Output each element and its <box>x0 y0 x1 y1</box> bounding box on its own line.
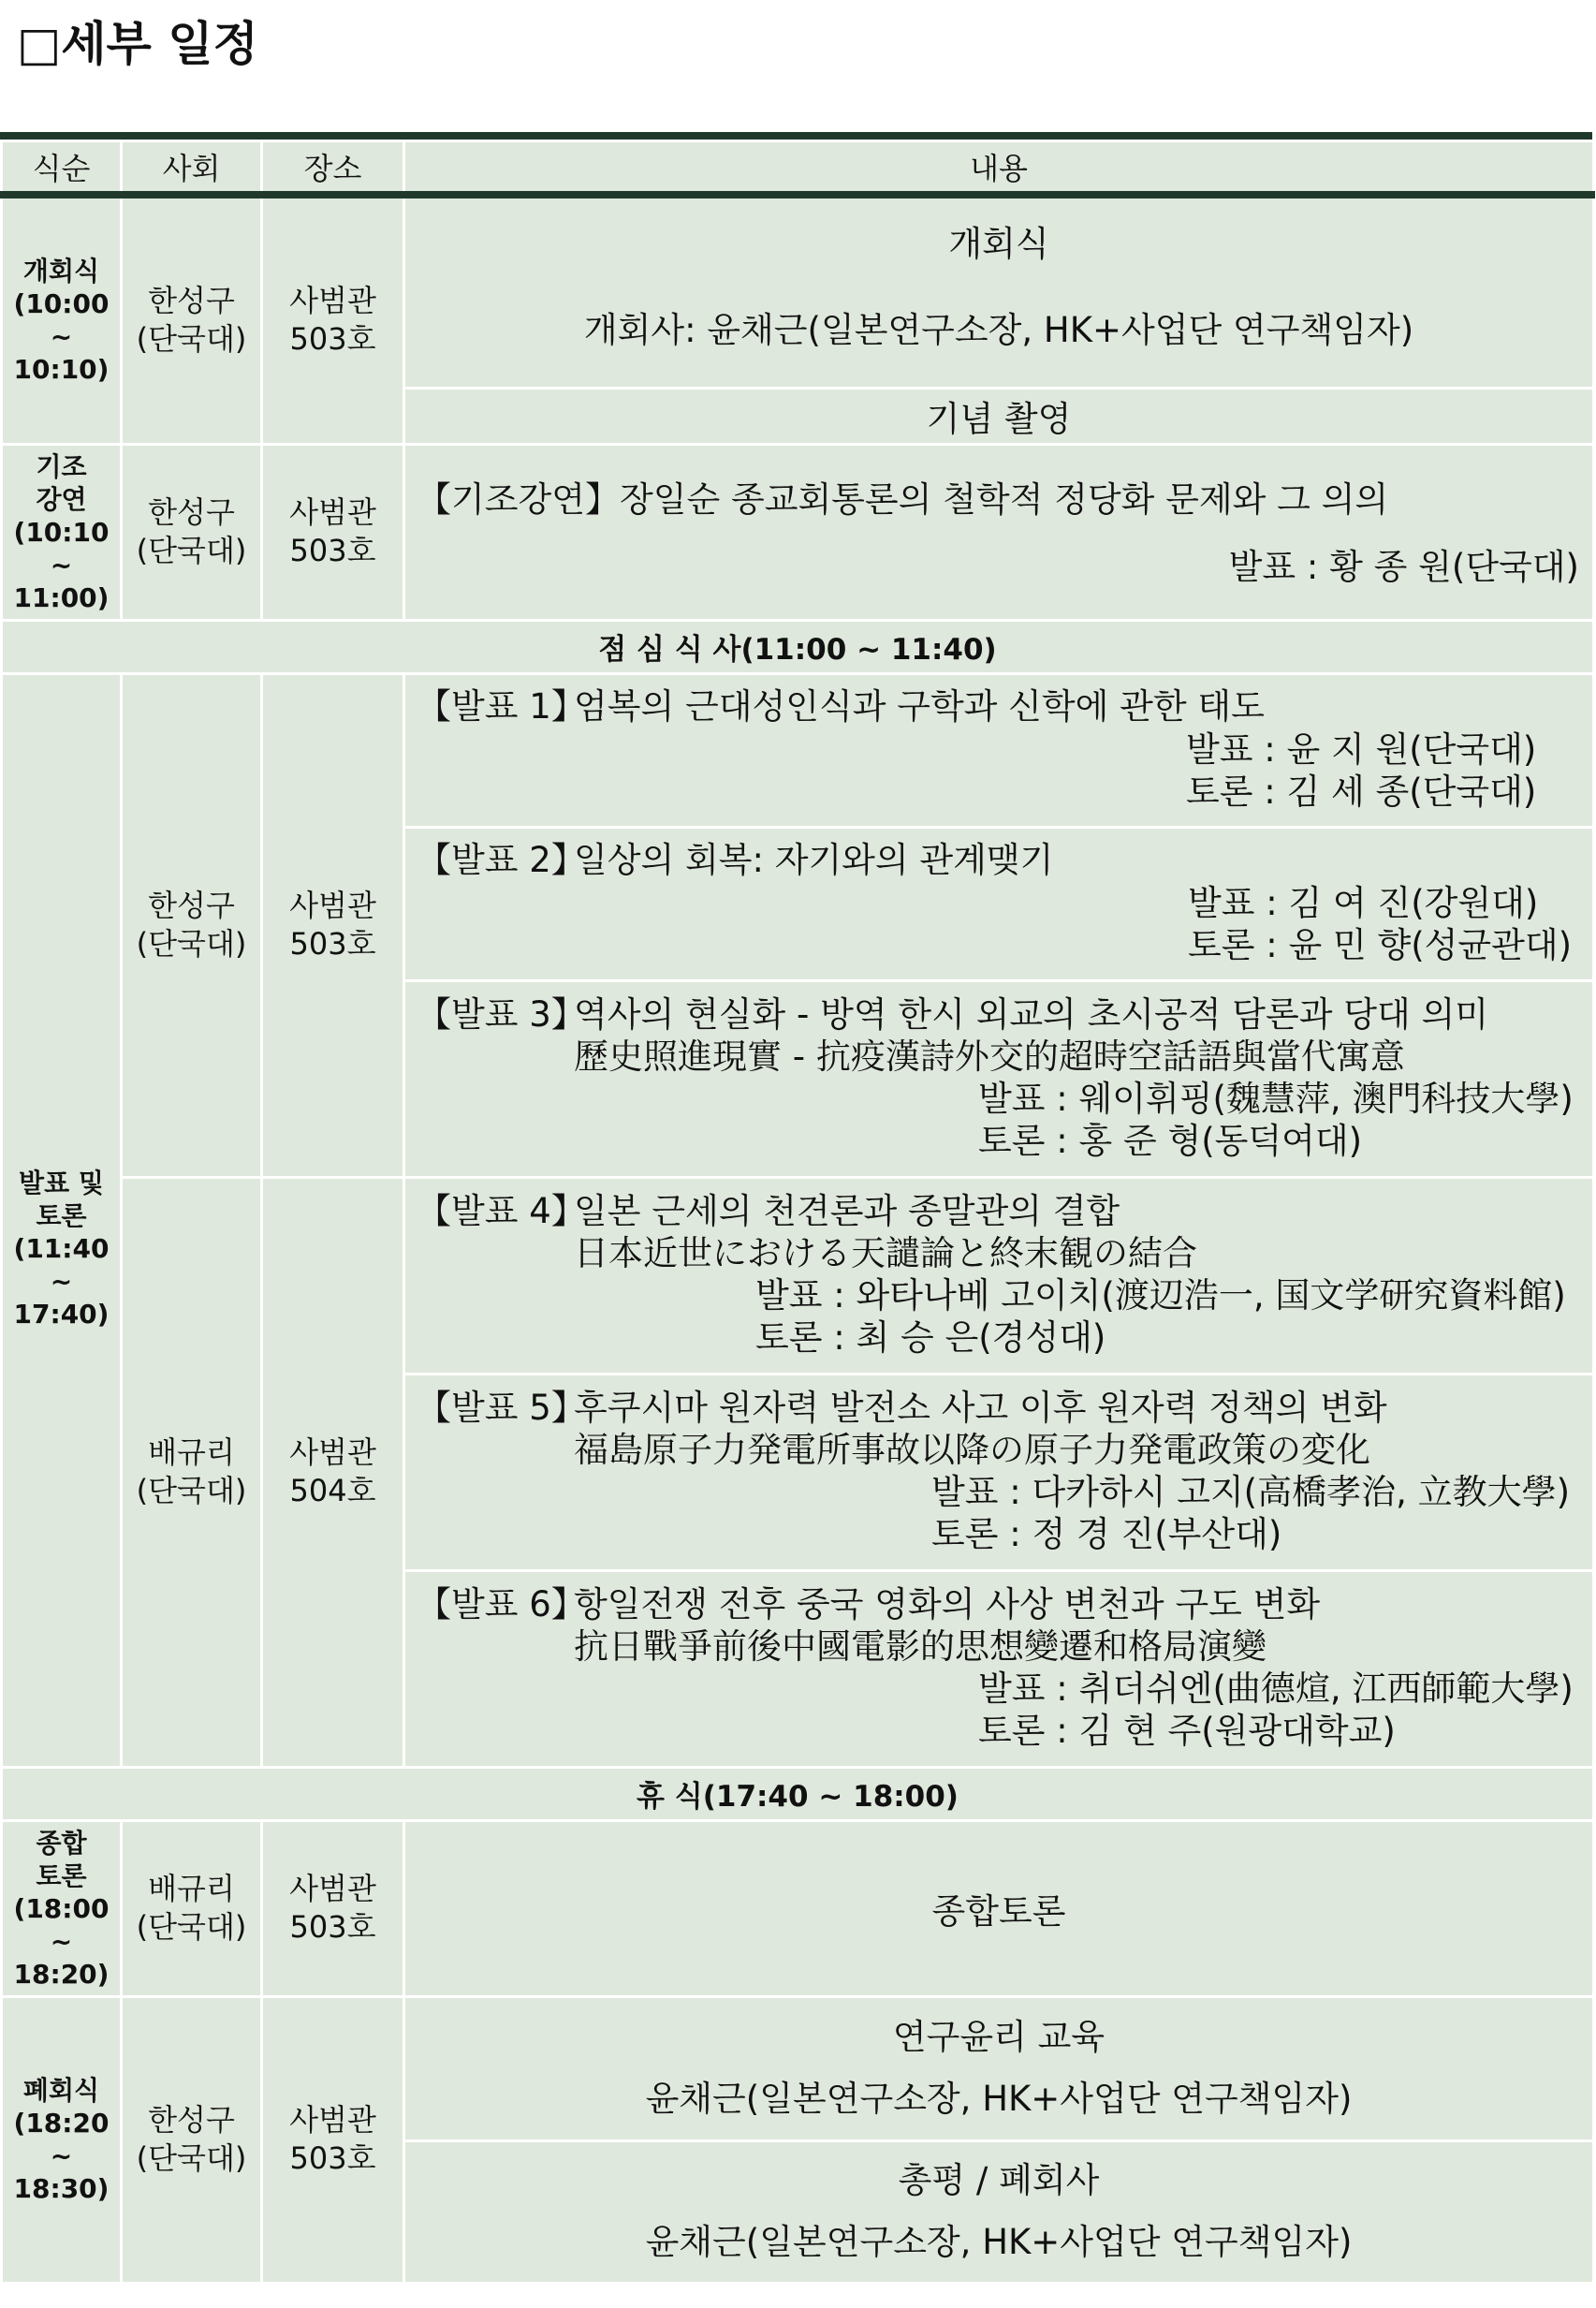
discussant: 토론 : 홍 준 형(동덕여대) <box>978 1121 1363 1161</box>
presenter: 발표 : 웨이휘핑(魏慧萍, 澳門科技大學) <box>978 1079 1574 1119</box>
place-room: 503호 <box>289 1909 376 1945</box>
review-title: 총평 / 폐회사 <box>898 2160 1100 2200</box>
keynote-presenter: 발표 : 황 종 원(단국대) <box>1228 547 1579 587</box>
presentation-title-line <box>417 1190 1579 1233</box>
presentation-credits <box>417 728 1579 813</box>
opening-host-cell <box>122 195 262 444</box>
presentation-label: 【발표 6】 <box>417 1584 586 1624</box>
discussion-row <box>2 1820 1594 1996</box>
opening-title: 개회식 <box>948 224 1049 265</box>
session-host-a-cell <box>122 673 262 1177</box>
closing-order-line: ~ <box>50 2140 73 2171</box>
place-building: 사범관 <box>289 494 376 530</box>
ethics-cell <box>404 1996 1594 2140</box>
host-name: 배규리 <box>148 1434 235 1470</box>
opening-place-cell <box>262 195 404 444</box>
presentation-label: 【발표 3】 <box>417 994 586 1035</box>
presentation-subtitle: 歷史照進現實 - 抗疫漢詩外交的超時空話語與當代寓意 <box>574 1036 1405 1077</box>
place-building: 사범관 <box>289 1871 376 1906</box>
closing-order-line: 폐회식 <box>22 2075 100 2106</box>
keynote-content-cell <box>404 444 1594 620</box>
review-cell <box>404 2140 1594 2283</box>
closing-row-1 <box>2 1996 1594 2140</box>
opening-order-line: 10:10) <box>13 354 110 386</box>
host-affiliation: (단국대) <box>136 1909 247 1945</box>
session-order-line: (11:40 <box>13 1232 110 1264</box>
header-host: 사회 <box>122 141 262 196</box>
place-room: 504호 <box>289 1473 376 1508</box>
presentation-title: 역사의 현실화 - 방역 한시 외교의 초시공적 담론과 당대 의미 <box>574 994 1489 1035</box>
presentation-row <box>2 673 1594 827</box>
host-name: 한성구 <box>148 494 235 530</box>
place-room: 503호 <box>289 926 376 962</box>
session-order-line: ~ <box>50 1265 73 1297</box>
keynote-title-line <box>417 466 1579 534</box>
header-place: 장소 <box>262 141 404 196</box>
opening-order-cell <box>2 195 122 444</box>
session-order-line: 발표 및 <box>19 1167 104 1198</box>
presentation-title: 후쿠시마 원자력 발전소 사고 이후 원자력 정책의 변화 <box>574 1388 1387 1428</box>
presentation-credits <box>417 1471 1579 1555</box>
discussion-order-line: 18:20) <box>13 1958 110 1990</box>
session-order-line: 토론 <box>36 1199 87 1231</box>
presentation-label: 【발표 1】 <box>417 686 586 727</box>
opening-order-line: ~ <box>50 321 73 353</box>
presentation-label: 【발표 5】 <box>417 1388 586 1428</box>
discussion-order-line: 종합 <box>36 1827 87 1859</box>
keynote-order-line: ~ <box>50 549 73 581</box>
discussant: 토론 : 김 현 주(원광대학교) <box>978 1711 1396 1751</box>
closing-order-line: 18:30) <box>13 2173 110 2204</box>
presentation-credits <box>417 882 1579 966</box>
closing-host-cell <box>122 1996 262 2283</box>
presentation-title: 일본 근세의 천견론과 종말관의 결합 <box>574 1191 1120 1231</box>
host-affiliation: (단국대) <box>136 2140 247 2176</box>
presentation-title: 항일전쟁 전후 중국 영화의 사상 변천과 구도 변화 <box>574 1584 1321 1624</box>
opening-order-line: (10:00 <box>13 288 110 320</box>
host-affiliation: (단국대) <box>136 926 247 962</box>
session-place-b-cell <box>262 1177 404 1767</box>
closing-order-cell <box>2 1996 122 2283</box>
presenter: 발표 : 김 여 진(강원대) <box>1188 883 1539 923</box>
top-rule <box>0 132 1592 140</box>
discussant: 토론 : 김 세 종(단국대) <box>1186 772 1537 812</box>
header-content: 내용 <box>404 141 1594 196</box>
place-room: 503호 <box>289 2140 376 2176</box>
presenter: 발표 : 취더쉬엔(曲德煊, 江西師範大學) <box>978 1669 1574 1709</box>
presentation-5 <box>404 1374 1594 1570</box>
opening-speech: 개회사: 윤채근(일본연구소장, HK+사업단 연구책임자) <box>583 310 1414 351</box>
opening-photo: 기념 촬영 <box>404 388 1594 444</box>
keynote-order-line: 11:00) <box>13 581 110 613</box>
closing-order-line: (18:20 <box>13 2108 110 2139</box>
presentation-subtitle: 日本近世における天譴論と終末観の結合 <box>574 1233 1197 1273</box>
ethics-person: 윤채근(일본연구소장, HK+사업단 연구책임자) <box>645 2079 1353 2119</box>
discussion-place-cell <box>262 1820 404 1996</box>
discussant: 토론 : 정 경 진(부산대) <box>931 1514 1282 1554</box>
host-name: 한성구 <box>148 2102 235 2138</box>
presentation-title-line <box>417 685 1579 728</box>
presentation-title-line <box>417 1387 1579 1430</box>
presentation-1 <box>404 673 1594 827</box>
opening-order-line: 개회식 <box>22 256 100 287</box>
place-building: 사범관 <box>289 888 376 923</box>
keynote-place-cell <box>262 444 404 620</box>
keynote-order-line: (10:10 <box>13 516 110 548</box>
place-building: 사범관 <box>289 283 376 319</box>
presentation-row <box>2 1177 1594 1374</box>
discussion-order-line: (18:00 <box>13 1892 110 1924</box>
place-building: 사범관 <box>289 2102 376 2138</box>
session-order-line: 17:40) <box>13 1298 110 1330</box>
presentation-title: 엄복의 근대성인식과 구학과 신학에 관한 태도 <box>574 686 1265 727</box>
lunch-band: 점 심 식 사(11:00 ~ 11:40) <box>2 620 1594 673</box>
lunch-row <box>2 620 1594 673</box>
presentation-title: 일상의 회복: 자기와의 관계맺기 <box>574 840 1054 880</box>
discussion-order-cell <box>2 1820 122 1996</box>
keynote-row <box>2 444 1594 620</box>
discussion-title: 종합토론 <box>404 1820 1594 1996</box>
host-name: 한성구 <box>148 283 235 319</box>
keynote-order-cell <box>2 444 122 620</box>
header-order: 식순 <box>2 141 122 196</box>
keynote-title: 장일순 종교회통론의 철학적 정당화 문제와 그 의의 <box>619 479 1389 520</box>
break-row <box>2 1767 1594 1820</box>
host-name: 한성구 <box>148 888 235 923</box>
presentation-4 <box>404 1177 1594 1374</box>
presenter: 발표 : 다카하시 고지(高橋孝治, 立教大學) <box>931 1472 1571 1512</box>
break-band: 휴 식(17:40 ~ 18:00) <box>2 1767 1594 1820</box>
discussant: 토론 : 윤 민 향(성균관대) <box>1188 925 1573 965</box>
keynote-order-line: 강연 <box>36 483 87 515</box>
session-place-a-cell <box>262 673 404 1177</box>
schedule-table-wrap <box>0 132 1592 2285</box>
opening-row-1 <box>2 195 1594 388</box>
host-affiliation: (단국대) <box>136 533 247 568</box>
discussion-host-cell <box>122 1820 262 1996</box>
keynote-label: 【기조강연】 <box>417 479 620 520</box>
discussion-order-line: 토론 <box>36 1860 87 1891</box>
presentation-subtitle: 抗日戰爭前後中國電影的思想變遷和格局演變 <box>574 1626 1267 1667</box>
presentation-title-line <box>417 839 1579 882</box>
place-room: 503호 <box>289 533 376 568</box>
page-title: □세부 일정 <box>17 17 258 71</box>
host-name: 배규리 <box>148 1871 235 1906</box>
presentation-6 <box>404 1570 1594 1767</box>
presentation-credits <box>417 1274 1579 1359</box>
presentation-label: 【발표 4】 <box>417 1191 586 1231</box>
presenter: 발표 : 와타나베 고이치(渡辺浩一, 国文学研究資料館) <box>755 1275 1566 1316</box>
schedule-table <box>0 140 1595 2285</box>
presenter: 발표 : 윤 지 원(단국대) <box>1186 729 1537 770</box>
keynote-host-cell <box>122 444 262 620</box>
discussant: 토론 : 최 승 은(경성대) <box>755 1317 1106 1358</box>
opening-content-cell <box>404 195 1594 388</box>
presentation-subtitle: 福島原子力発電所事故以降の原子力発電政策の変化 <box>574 1430 1370 1470</box>
keynote-order-line: 기조 <box>36 450 87 482</box>
presentation-3 <box>404 980 1594 1177</box>
session-host-b-cell <box>122 1177 262 1767</box>
presentation-title-line <box>417 1583 1579 1626</box>
presentation-2 <box>404 827 1594 980</box>
session-order-cell <box>2 673 122 1767</box>
header-row <box>2 141 1594 196</box>
ethics-title: 연구윤리 교육 <box>892 2017 1105 2057</box>
host-affiliation: (단국대) <box>136 1473 247 1508</box>
closing-place-cell <box>262 1996 404 2283</box>
discussion-order-line: ~ <box>50 1925 73 1957</box>
presentation-credits <box>417 1668 1579 1752</box>
presentation-title-line <box>417 993 1579 1036</box>
host-affiliation: (단국대) <box>136 321 247 358</box>
place-building: 사범관 <box>289 1434 376 1470</box>
presentation-label: 【발표 2】 <box>417 840 586 880</box>
place-room: 503호 <box>289 321 376 358</box>
review-person: 윤채근(일본연구소장, HK+사업단 연구책임자) <box>645 2222 1353 2262</box>
presentation-credits <box>417 1078 1579 1162</box>
